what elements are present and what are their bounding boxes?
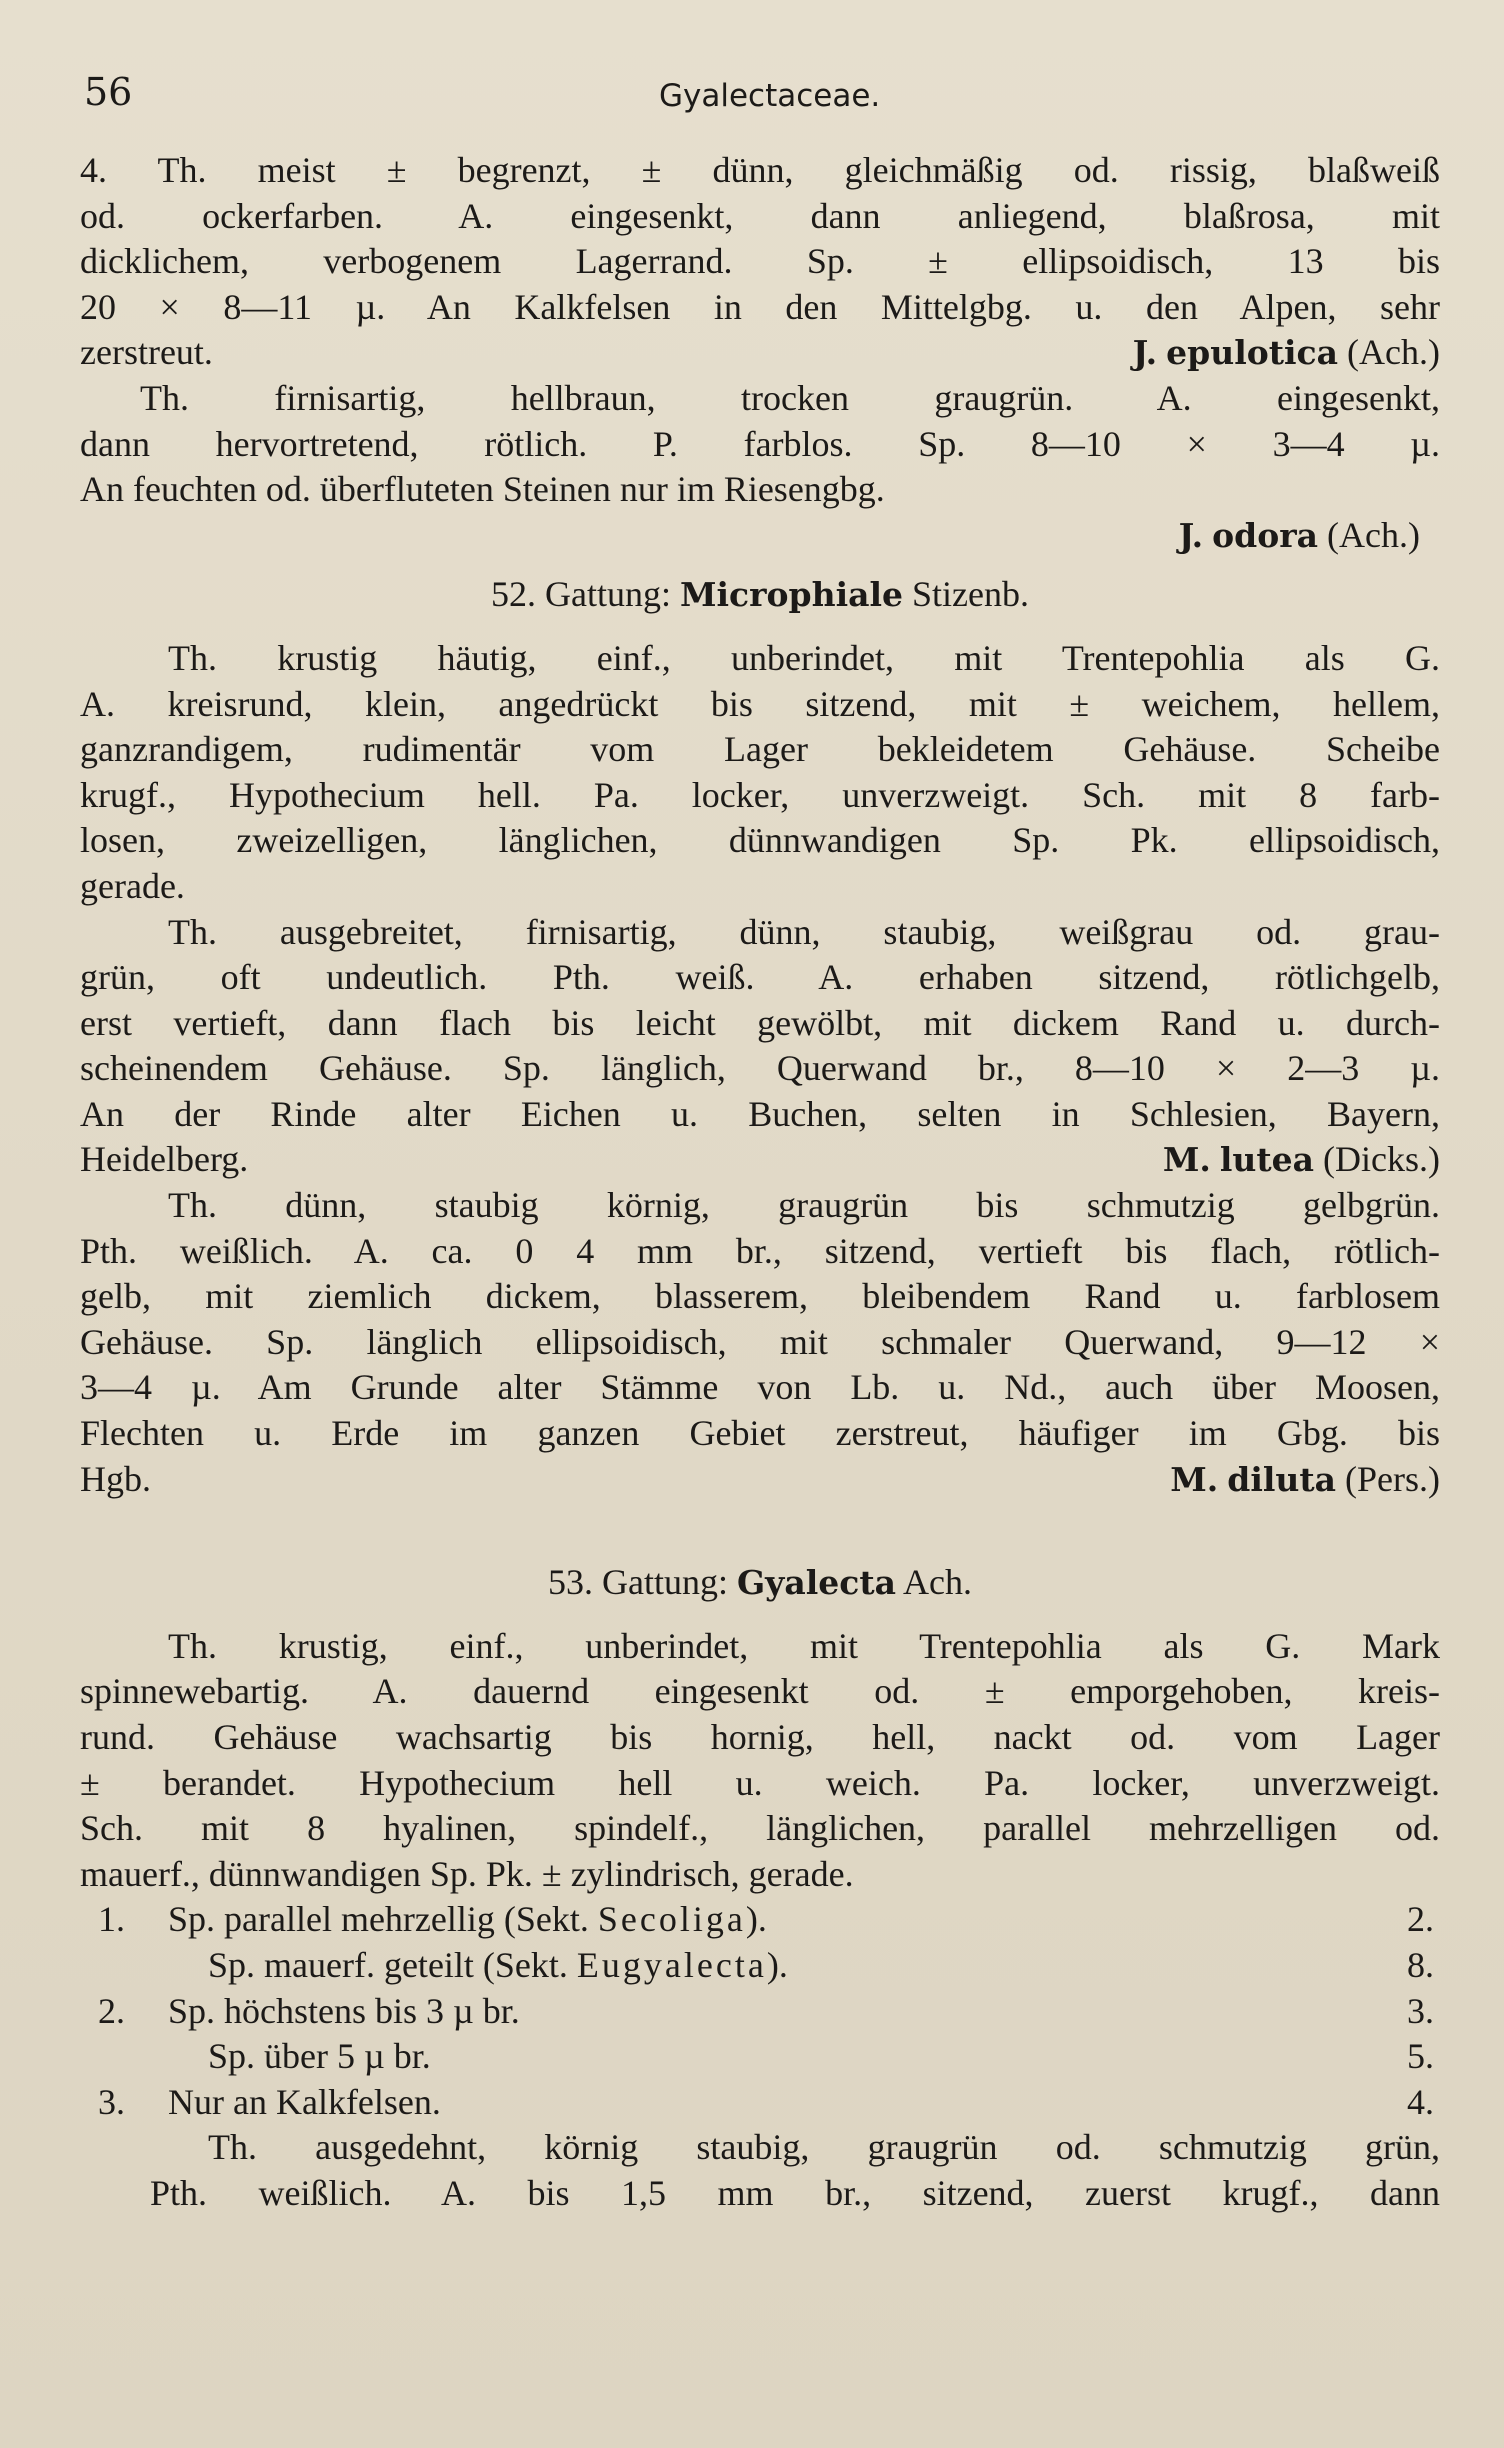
key-section: Eugyalecta bbox=[576, 1944, 767, 1985]
text-line: mauerf., dünnwandigen Sp. Pk. ± zylindrisch, gerade. bbox=[80, 1853, 854, 1894]
text-line: Sch. mit 8 hyalinen, spindelf., länglichen, parallel mehrzelligen od. bbox=[80, 1808, 1440, 1849]
text-line: od. ockerfarben. A. eingesenkt, dann anliegend, blaßrosa, mit bbox=[80, 195, 1440, 236]
text-line: Th. firnisartig, hellbraun, trocken graugrün. A. eingesenkt, bbox=[140, 377, 1440, 418]
species-epithet: lutea bbox=[1219, 1140, 1315, 1180]
page-header bbox=[84, 70, 1444, 130]
species-genus: J. bbox=[1132, 333, 1158, 373]
key-number: 3. bbox=[98, 2081, 125, 2122]
species-genus: J. bbox=[1178, 515, 1204, 555]
text-line: Flechten u. Erde im ganzen Gebiet zerstreut, häufiger im Gbg. bis bbox=[80, 1413, 1440, 1454]
text-line: 4. Th. meist ± begrenzt, ± dünn, gleichmäßig od. rissig, blaßweiß bbox=[80, 150, 1440, 190]
text-line: krugf., Hypothecium hell. Pa. locker, unverzweigt. Sch. mit 8 farb- bbox=[80, 774, 1440, 815]
genus-word: Gattung: bbox=[602, 1562, 728, 1603]
genus-author: Ach. bbox=[903, 1562, 972, 1603]
text-fragment: zerstreut. bbox=[80, 332, 213, 373]
text-line: An der Rinde alter Eichen u. Buchen, selten in Schlesien, Bayern, bbox=[80, 1093, 1440, 1134]
species-line bbox=[80, 1137, 1440, 1183]
page-body bbox=[80, 148, 1440, 2217]
key-reference: 2. bbox=[1407, 1899, 1434, 1940]
key-text-end: ). bbox=[745, 1899, 767, 1940]
text-line: grün, oft undeutlich. Pth. weiß. A. erhaben sitzend, rötlichgelb, bbox=[80, 957, 1440, 998]
text-line: dann hervortretend, rötlich. P. farblos. Sp. 8—10 × 3—4 µ. bbox=[80, 423, 1440, 464]
species-author: (Ach.) bbox=[1347, 332, 1440, 373]
species-line bbox=[80, 330, 1440, 376]
key-section: Secoliga bbox=[597, 1899, 746, 1940]
text-line: Pth. weißlich. A. bis 1,5 mm br., sitzend, zuerst krugf., dann bbox=[150, 2172, 1440, 2213]
text-line: Th. krustig häutig, einf., unberindet, mit Trentepohlia als G. bbox=[168, 637, 1440, 678]
key-row bbox=[80, 2034, 1440, 2080]
key-reference: 5. bbox=[1407, 2036, 1434, 2077]
text-line: Pth. weißlich. A. ca. 0 4 mm br., sitzend, vertieft bis flach, rötlich- bbox=[80, 1230, 1440, 1271]
species-author: (Pers.) bbox=[1345, 1458, 1440, 1499]
key-row bbox=[80, 2080, 1440, 2126]
text-line: scheinendem Gehäuse. Sp. länglich, Querwand br., 8—10 × 2—3 µ. bbox=[80, 1048, 1440, 1089]
text-fragment: Heidelberg. bbox=[80, 1139, 249, 1180]
genus-number: 53. bbox=[548, 1562, 593, 1603]
text-fragment: Hgb. bbox=[80, 1458, 151, 1499]
key-row bbox=[80, 1897, 1440, 1943]
key-text: Nur an Kalkfelsen. bbox=[168, 2081, 441, 2122]
species-line bbox=[80, 1457, 1440, 1503]
text-line: gerade. bbox=[80, 865, 185, 906]
species-author: (Ach.) bbox=[1327, 514, 1420, 555]
text-line: Th. ausgebreitet, firnisartig, dünn, staubig, weißgrau od. grau- bbox=[168, 911, 1440, 952]
species-author: (Dicks.) bbox=[1323, 1139, 1440, 1180]
key-reference: 4. bbox=[1407, 2081, 1434, 2122]
key-text: Sp. höchstens bis 3 µ br. bbox=[168, 1990, 520, 2031]
genus-name: Microphiale bbox=[679, 575, 904, 615]
text-line: Gehäuse. Sp. länglich ellipsoidisch, mit schmaler Querwand, 9—12 × bbox=[80, 1321, 1440, 1362]
species-epithet: epulotica bbox=[1166, 333, 1339, 373]
species-epithet: odora bbox=[1212, 515, 1319, 555]
text-line: 3—4 µ. Am Grunde alter Stämme von Lb. u. Nd., auch über Moosen, bbox=[80, 1367, 1440, 1408]
species-name bbox=[1163, 1137, 1440, 1183]
text-line: Th. ausgedehnt, körnig staubig, graugrün od. schmutzig grün, bbox=[208, 2127, 1440, 2168]
key-text: Sp. parallel mehrzellig (Sekt. bbox=[168, 1899, 589, 1940]
species-line bbox=[80, 513, 1440, 559]
text-line: erst vertieft, dann flach bis leicht gewölbt, mit dickem Rand u. durch- bbox=[80, 1002, 1440, 1043]
genus-heading bbox=[80, 1560, 1440, 1606]
text-line: ganzrandigem, rudimentär vom Lager bekleidetem Gehäuse. Scheibe bbox=[80, 729, 1440, 770]
key-reference: 8. bbox=[1407, 1944, 1434, 1985]
key-number: 1. bbox=[98, 1899, 125, 1940]
genus-name: Gyalecta bbox=[736, 1563, 896, 1603]
genus-author: Stizenb. bbox=[912, 574, 1030, 615]
key-row bbox=[80, 1943, 1440, 1989]
text-line: rund. Gehäuse wachsartig bis hornig, hell, nackt od. vom Lager bbox=[80, 1717, 1440, 1757]
key-text-end: ). bbox=[766, 1944, 788, 1985]
genus-word: Gattung: bbox=[544, 574, 671, 615]
text-line: losen, zweizelligen, länglichen, dünnwandigen Sp. Pk. ellipsoidisch, bbox=[80, 820, 1440, 861]
text-line: An feuchten od. überfluteten Steinen nur im Riesengbg. bbox=[80, 469, 885, 510]
text-line: Th. dünn, staubig körnig, graugrün bis schmutzig gelbgrün. bbox=[168, 1185, 1440, 1226]
text-line: gelb, mit ziemlich dickem, blasserem, bleibendem Rand u. farblosem bbox=[80, 1276, 1440, 1317]
text-line: dicklichem, verbogenem Lagerrand. Sp. ± ellipsoidisch, 13 bis bbox=[80, 241, 1440, 282]
key-number: 2. bbox=[98, 1990, 125, 2031]
text-line: ± berandet. Hypothecium hell u. weich. Pa. locker, unverzweigt. bbox=[80, 1762, 1440, 1803]
species-genus: M. bbox=[1170, 1459, 1219, 1499]
species-epithet: diluta bbox=[1227, 1459, 1337, 1499]
key-row bbox=[80, 1989, 1440, 2035]
genus-heading bbox=[80, 572, 1440, 618]
running-title: Gyalectaceae. bbox=[659, 78, 881, 114]
text-line: A. kreisrund, klein, angedrückt bis sitzend, mit ± weichem, hellem, bbox=[80, 683, 1440, 724]
key-reference: 3. bbox=[1407, 1990, 1434, 2031]
species-name bbox=[1170, 1457, 1440, 1503]
genus-number: 52. bbox=[490, 574, 536, 615]
species-name bbox=[1133, 330, 1440, 376]
key-text: Sp. mauerf. geteilt (Sekt. bbox=[208, 1944, 568, 1985]
page-number: 56 bbox=[84, 70, 133, 114]
text-line: Th. krustig, einf., unberindet, mit Trentepohlia als G. Mark bbox=[168, 1625, 1440, 1666]
key-text: Sp. über 5 µ br. bbox=[208, 2036, 431, 2077]
species-genus: M. bbox=[1162, 1140, 1211, 1180]
text-line: 20 × 8—11 µ. An Kalkfelsen in den Mittelgbg. u. den Alpen, sehr bbox=[80, 286, 1440, 327]
text-line: spinnewebartig. A. dauernd eingesenkt od. ± emporgehoben, kreis- bbox=[80, 1671, 1440, 1712]
